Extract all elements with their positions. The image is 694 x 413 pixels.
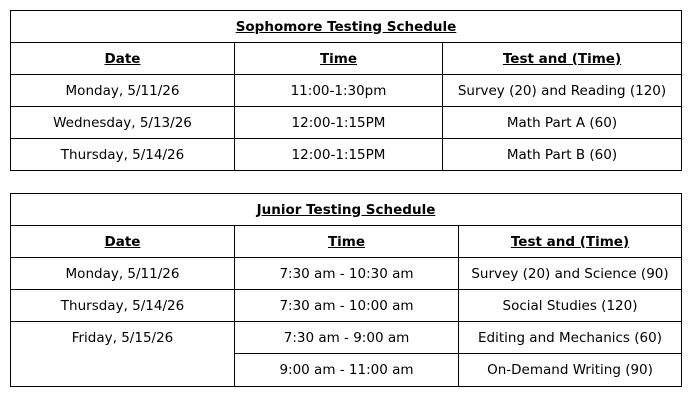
header-time: Time xyxy=(235,226,459,258)
table-title-row xyxy=(11,194,682,226)
junior-table-title: Junior Testing Schedule xyxy=(11,194,682,226)
table-row xyxy=(11,290,682,322)
junior-schedule-table xyxy=(10,193,682,387)
cell-time: 12:00-1:15PM xyxy=(235,139,443,171)
cell-date: Friday, 5/15/26 xyxy=(11,322,235,387)
cell-time: 11:00-1:30pm xyxy=(235,75,443,107)
sophomore-table-title: Sophomore Testing Schedule xyxy=(11,11,682,43)
cell-time: 7:30 am - 9:00 am xyxy=(235,322,459,354)
table-header-row xyxy=(11,226,682,258)
header-time: Time xyxy=(235,43,443,75)
table-row xyxy=(11,139,682,171)
sophomore-schedule-table xyxy=(10,10,682,171)
header-date: Date xyxy=(11,43,235,75)
table-row xyxy=(11,322,682,354)
table-row xyxy=(11,107,682,139)
cell-time: 7:30 am - 10:30 am xyxy=(235,258,459,290)
table-header-row xyxy=(11,43,682,75)
cell-test: Survey (20) and Science (90) xyxy=(459,258,682,290)
header-test: Test and (Time) xyxy=(443,43,682,75)
cell-date: Thursday, 5/14/26 xyxy=(11,139,235,171)
cell-time: 7:30 am - 10:00 am xyxy=(235,290,459,322)
cell-test: Editing and Mechanics (60) xyxy=(459,322,682,354)
cell-time: 9:00 am - 11:00 am xyxy=(235,354,459,387)
cell-date: Monday, 5/11/26 xyxy=(11,258,235,290)
table-row xyxy=(11,75,682,107)
header-test: Test and (Time) xyxy=(459,226,682,258)
cell-test: Survey (20) and Reading (120) xyxy=(443,75,682,107)
header-date: Date xyxy=(11,226,235,258)
cell-date: Monday, 5/11/26 xyxy=(11,75,235,107)
cell-test: Social Studies (120) xyxy=(459,290,682,322)
cell-date: Wednesday, 5/13/26 xyxy=(11,107,235,139)
table-row xyxy=(11,258,682,290)
table-title-row xyxy=(11,11,682,43)
cell-test: Math Part B (60) xyxy=(443,139,682,171)
cell-date: Thursday, 5/14/26 xyxy=(11,290,235,322)
cell-time: 12:00-1:15PM xyxy=(235,107,443,139)
cell-test: Math Part A (60) xyxy=(443,107,682,139)
cell-test: On-Demand Writing (90) xyxy=(459,354,682,387)
